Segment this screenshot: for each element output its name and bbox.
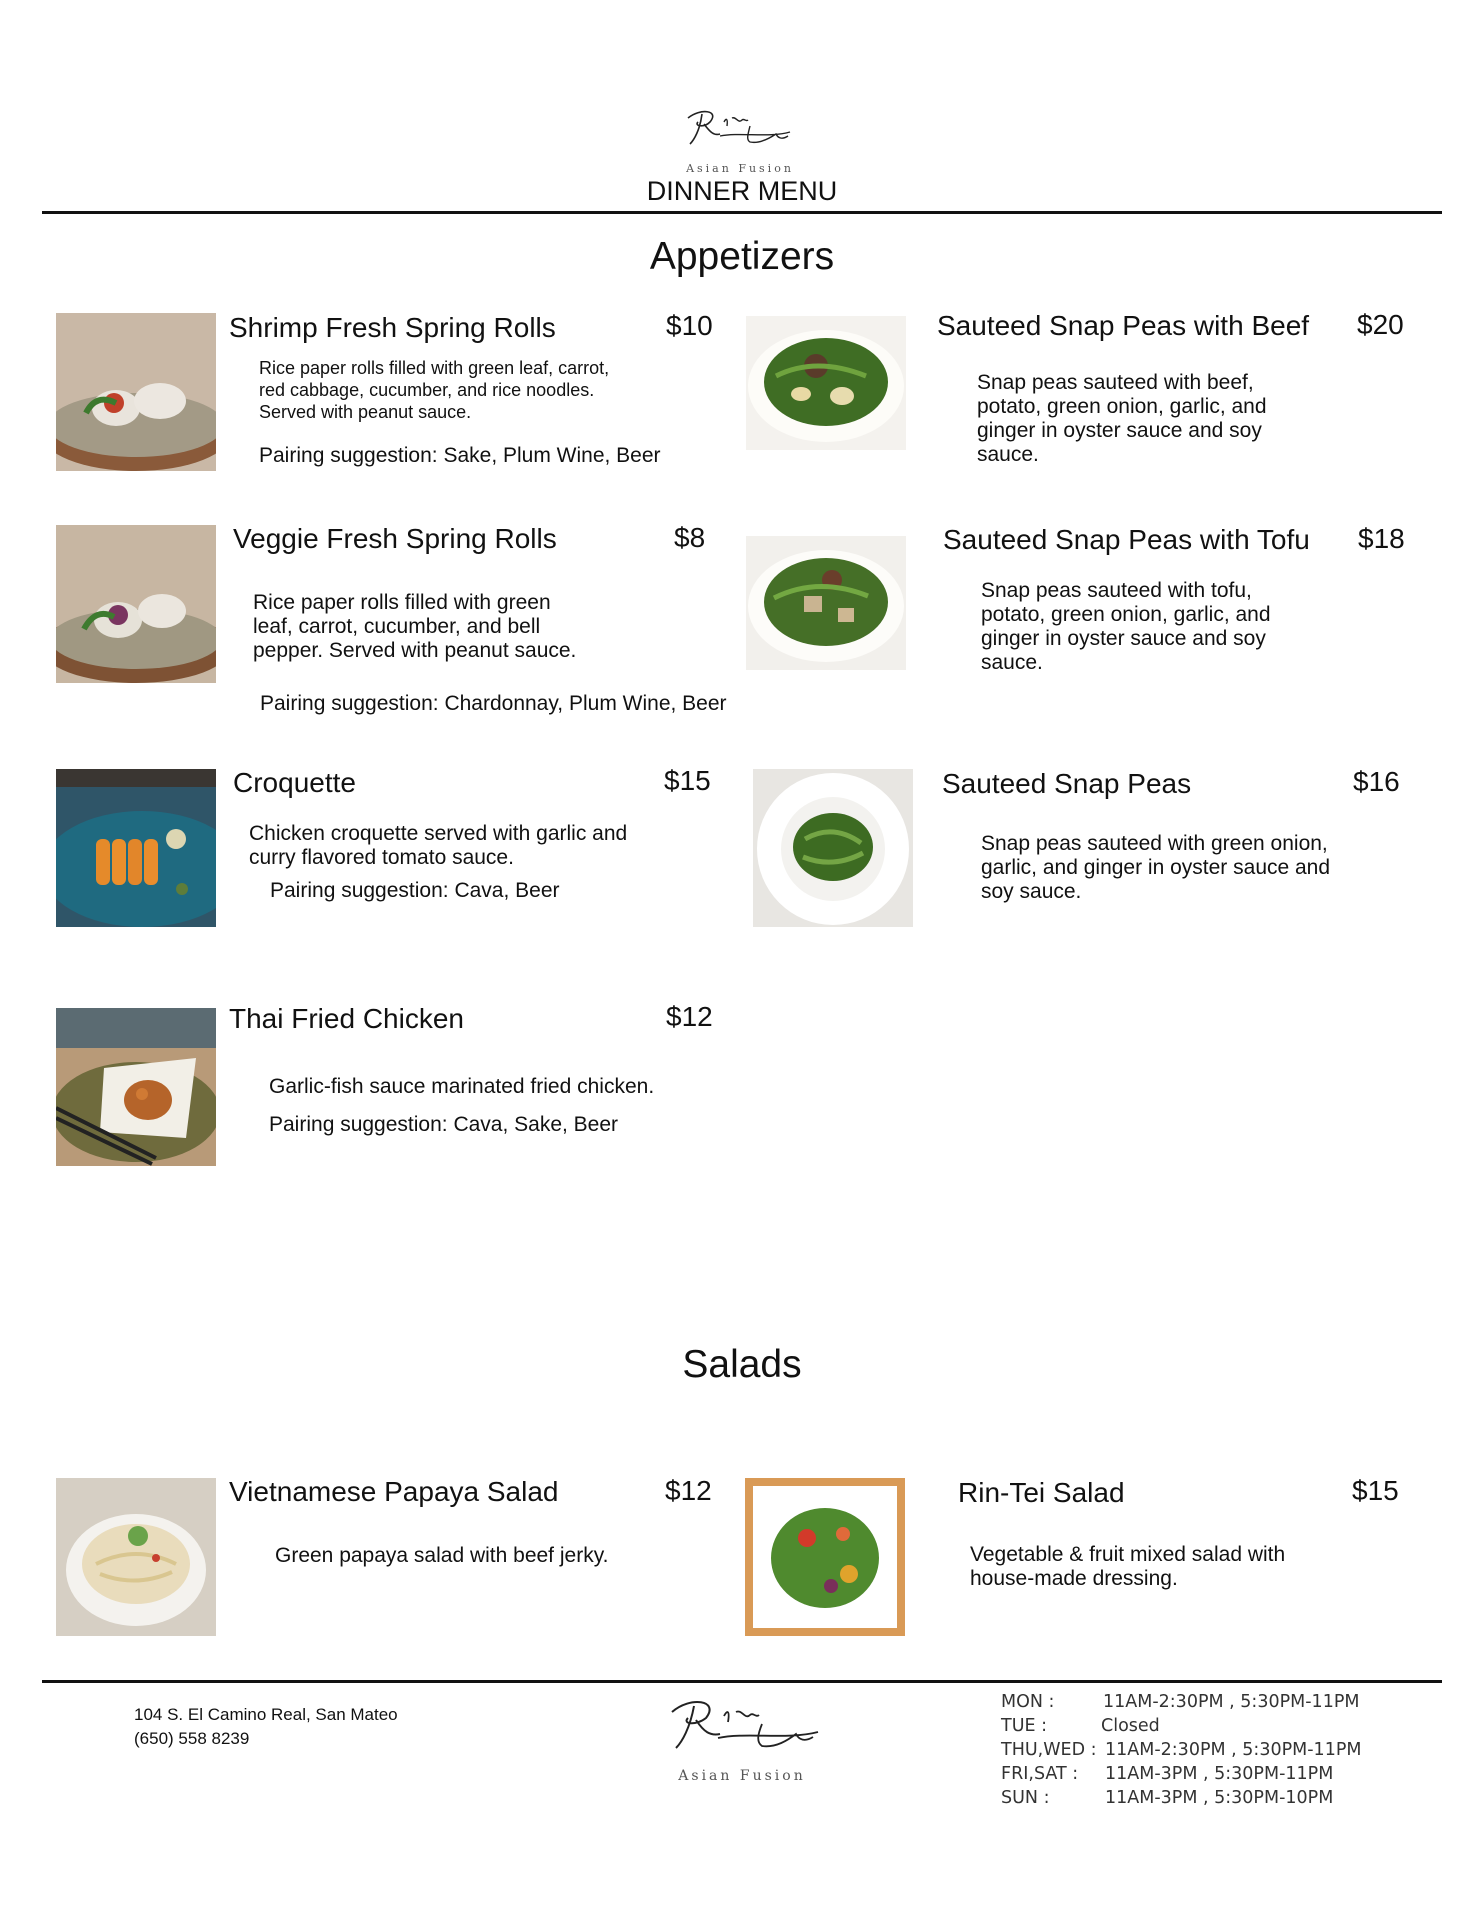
thai-fried-chicken-photo [56, 1008, 216, 1166]
item-price: $12 [666, 1001, 713, 1032]
rin-tei-salad-photo [745, 1478, 905, 1636]
croquette-photo [56, 769, 216, 927]
hours-row: SUN : 11AM-3PM , 5:30PM-10PM [1001, 1788, 1334, 1808]
hours-row: THU,WED : 11AM-2:30PM , 5:30PM-11PM [1001, 1740, 1362, 1760]
snap-peas-beef-photo [746, 316, 906, 450]
item-description: Green papaya salad with beef jerky. [275, 1544, 609, 1567]
item-name: Sauteed Snap Peas with Beef [937, 310, 1310, 341]
footer-divider [42, 1680, 1442, 1683]
opening-hours [1001, 1692, 1401, 1812]
item-description: Snap peas sauteed with green onion, garlic, and ginger in oyster sauce and soy sauce. [981, 832, 1331, 903]
section-title-salads: Salads [682, 1343, 802, 1386]
rin-tei-logo [680, 104, 800, 158]
snap-peas-photo [753, 769, 913, 927]
snap-peas-tofu-photo [746, 536, 906, 670]
menu-title: DINNER MENU [646, 176, 838, 206]
item-description: Garlic-fish sauce marinated fried chicken. [269, 1075, 655, 1098]
item-name: Rin-Tei Salad [958, 1477, 1125, 1508]
logo-tagline: Asian Fusion [686, 162, 794, 175]
header-divider [42, 211, 1442, 214]
section-title-appetizers: Appetizers [649, 235, 835, 278]
item-price: $8 [674, 522, 706, 553]
papaya-salad-photo [56, 1478, 216, 1636]
item-name: Sauteed Snap Peas [942, 768, 1192, 799]
restaurant-phone: (650) 558 8239 [134, 1729, 250, 1748]
restaurant-contact [134, 1703, 398, 1751]
veggie-spring-rolls-photo [56, 525, 216, 683]
item-price: $15 [1352, 1475, 1399, 1506]
item-description: Snap peas sauteed with beef, potato, green onion, garlic, and ginger in oyster sauce and soy sauce. [977, 371, 1267, 466]
pairing-suggestion: Pairing suggestion: Chardonnay, Plum Wine, Beer [260, 692, 727, 715]
item-description: Vegetable & fruit mixed salad with house-made dressing. [970, 1543, 1286, 1590]
hours-row: MON : 11AM-2:30PM , 5:30PM-11PM [1001, 1692, 1360, 1712]
item-description: Rice paper rolls filled with green leaf, carrot, red cabbage, cucumber, and rice noodles. Served with peanut sauce. [259, 358, 610, 422]
item-description: Snap peas sauteed with tofu, potato, green onion, garlic, and ginger in oyster sauce and soy sauce. [981, 579, 1271, 674]
item-price: $10 [666, 310, 713, 341]
item-name: Vietnamese Papaya Salad [229, 1476, 559, 1507]
hours-row: FRI,SAT : 11AM-3PM , 5:30PM-11PM [1001, 1764, 1334, 1784]
item-price: $18 [1358, 523, 1405, 554]
pairing-suggestion: Pairing suggestion: Cava, Beer [270, 879, 560, 902]
hours-row: TUE : Closed [1001, 1716, 1160, 1736]
footer-rin-tei-logo [662, 1692, 832, 1768]
item-description: Rice paper rolls filled with green leaf, carrot, cucumber, and bell pepper. Served with peanut sauce. [253, 591, 577, 662]
item-name: Sauteed Snap Peas with Tofu [943, 524, 1310, 555]
item-price: $15 [664, 765, 711, 796]
item-name: Shrimp Fresh Spring Rolls [229, 312, 556, 343]
pairing-suggestion: Pairing suggestion: Sake, Plum Wine, Beer [259, 444, 661, 467]
footer-logo-tagline: Asian Fusion [678, 1768, 806, 1784]
item-price: $20 [1357, 309, 1404, 340]
restaurant-address: 104 S. El Camino Real, San Mateo [134, 1705, 398, 1724]
item-name: Thai Fried Chicken [229, 1003, 464, 1034]
item-price: $16 [1353, 766, 1400, 797]
item-price: $12 [665, 1475, 712, 1506]
item-description: Chicken croquette served with garlic and curry flavored tomato sauce. [249, 822, 628, 869]
pairing-suggestion: Pairing suggestion: Cava, Sake, Beer [269, 1113, 619, 1136]
shrimp-spring-rolls-photo [56, 313, 216, 471]
item-name: Veggie Fresh Spring Rolls [233, 523, 557, 554]
item-name: Croquette [233, 767, 356, 798]
